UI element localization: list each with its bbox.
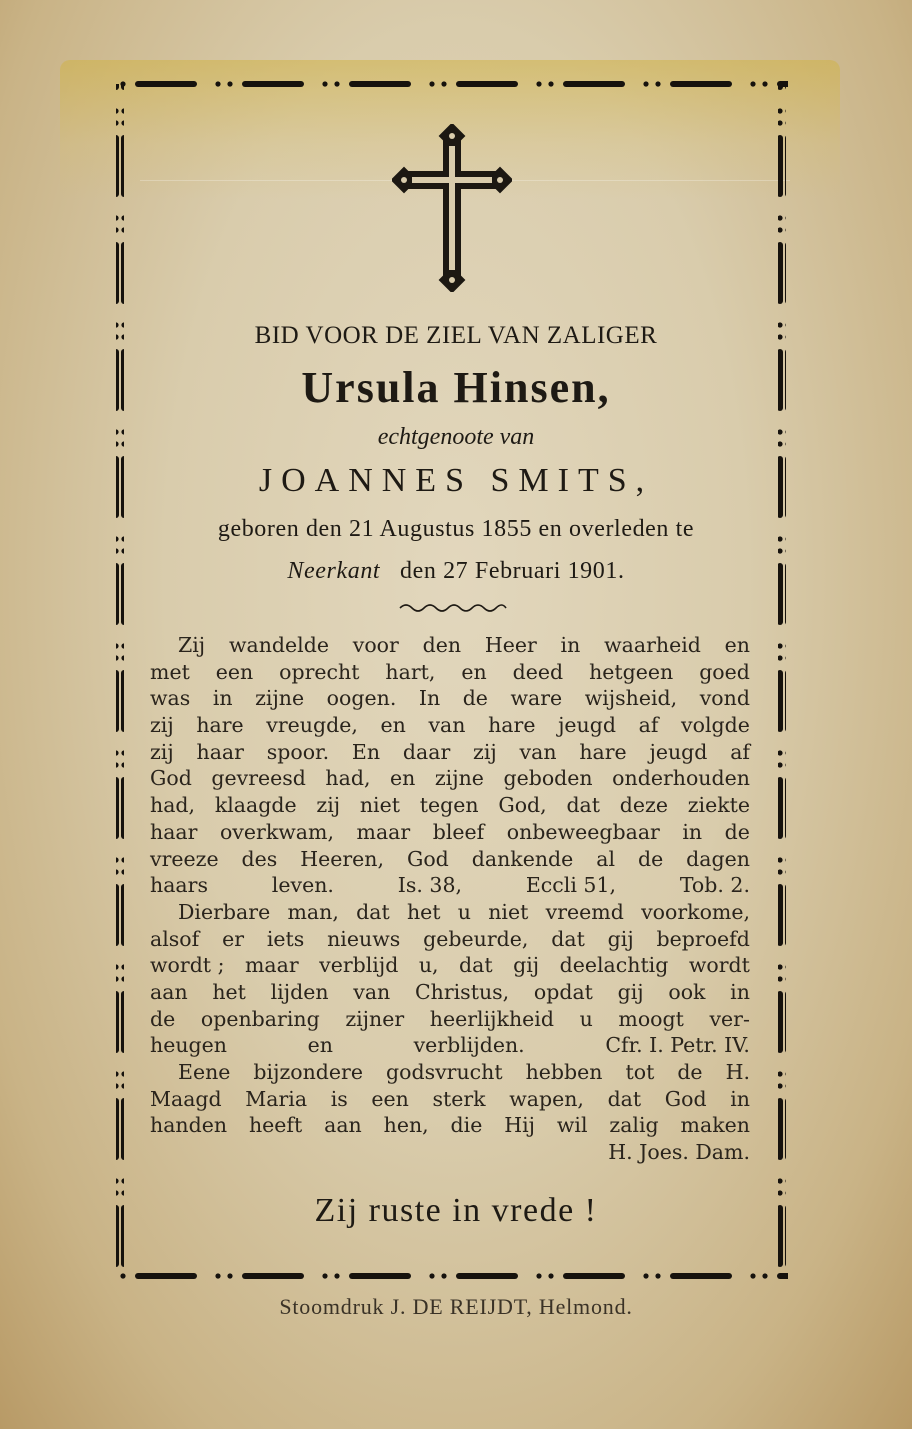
text-word: hen, xyxy=(383,1113,429,1138)
text-word: vreeze xyxy=(150,846,219,871)
text-word: alsof xyxy=(150,926,200,951)
text-word: wapen, xyxy=(509,1086,584,1111)
text-word: leven. xyxy=(271,873,334,898)
text-word: er xyxy=(222,926,244,951)
text-word: in xyxy=(212,686,233,711)
text-word: de xyxy=(150,1006,176,1031)
text-word: het xyxy=(212,979,246,1004)
text-word: Eccli 51, xyxy=(525,873,617,898)
text-line xyxy=(150,819,750,846)
text-word: openbaring xyxy=(200,1006,320,1031)
text-word: den xyxy=(422,633,462,657)
text-word: niet xyxy=(488,899,529,924)
text-word: gij xyxy=(617,979,644,1004)
text-word: gebeurde, xyxy=(423,926,529,951)
text-word: dat xyxy=(551,926,585,951)
text-word: waarheid xyxy=(604,633,701,657)
text-word: In xyxy=(418,686,441,711)
text-word: zij xyxy=(473,739,497,764)
text-word: hare xyxy=(488,713,536,738)
text-word: gij xyxy=(607,926,634,951)
text-word: Cfr. I. Petr. IV. xyxy=(605,1033,750,1058)
deceased-name: Ursula Hinsen, xyxy=(301,363,611,412)
printer-imprint: Stoomdruk J. DE REIJDT, Helmond. xyxy=(279,1294,633,1319)
text-word: voor xyxy=(352,633,399,657)
text-word: Zij xyxy=(178,633,206,657)
birth-line: geboren den 21 Augustus 1855 en overleden te xyxy=(217,516,695,542)
text-word: wordt xyxy=(688,953,750,978)
text-word: en xyxy=(461,659,487,684)
text-word: jeugd xyxy=(649,739,708,764)
text-word: van xyxy=(353,979,391,1004)
text-line xyxy=(150,1139,750,1166)
text-word: daar xyxy=(402,739,451,764)
text-word: En xyxy=(351,739,381,764)
text-word: voorkome, xyxy=(641,899,750,924)
text-line xyxy=(150,765,750,792)
text-word: een xyxy=(215,659,254,684)
text-word: vreemd xyxy=(545,899,624,924)
text-word: verblijd xyxy=(319,953,399,978)
text-word: ware xyxy=(510,686,563,711)
text-word: zij xyxy=(316,793,341,818)
text-word: onderhouden xyxy=(612,766,750,791)
text-word: aan xyxy=(324,1113,362,1138)
text-word: gij xyxy=(513,953,540,978)
text-word: God xyxy=(664,1086,707,1111)
text-word: u xyxy=(579,1006,593,1031)
text-word: handen xyxy=(150,1113,228,1138)
text-word: godsvrucht xyxy=(385,1060,503,1084)
text-line xyxy=(150,739,750,766)
text-word: goed xyxy=(699,659,750,684)
text-word: God xyxy=(406,846,449,871)
death-line xyxy=(0,558,912,585)
text-word: de xyxy=(677,1060,703,1084)
text-word: vreugde, xyxy=(266,713,358,738)
text-word: haar xyxy=(196,739,244,764)
text-line xyxy=(150,926,750,953)
text-word: tot xyxy=(625,1060,655,1084)
text-word: in xyxy=(730,979,750,1004)
text-word: en xyxy=(724,633,750,657)
text-word: zij xyxy=(150,739,174,764)
text-word: aan xyxy=(150,979,188,1004)
text-word: heeft xyxy=(248,1113,303,1138)
text-word: bijzondere xyxy=(253,1060,363,1084)
text-word: God xyxy=(150,766,192,791)
text-word: verblijden. xyxy=(413,1033,525,1058)
text-word: heerlijkheid xyxy=(429,1006,554,1031)
text-word: en xyxy=(390,766,416,791)
text-word: ook xyxy=(668,979,706,1004)
latin-cross-icon xyxy=(392,124,512,292)
text-line xyxy=(150,1006,750,1033)
text-word: gevreesd xyxy=(211,766,306,791)
text-word: in xyxy=(730,1086,750,1111)
text-line xyxy=(150,659,750,686)
text-word: u, xyxy=(418,953,439,978)
text-word: deed xyxy=(512,659,564,684)
text-word: al xyxy=(596,846,616,871)
text-word: zij xyxy=(150,713,174,738)
text-word: wandelde xyxy=(228,633,329,657)
text-word: de xyxy=(724,819,750,844)
text-line xyxy=(150,1112,750,1139)
text-word: Heer xyxy=(484,633,537,657)
text-word: moogt xyxy=(618,1006,684,1031)
text-word: iets xyxy=(266,926,305,951)
text-word: lijden xyxy=(270,979,329,1004)
text-word: dat xyxy=(607,1086,642,1111)
text-word: niet xyxy=(359,793,400,818)
text-word: hart, xyxy=(385,659,436,684)
text-word: Maagd xyxy=(150,1086,222,1111)
text-word: hebben xyxy=(525,1060,603,1084)
text-line xyxy=(150,632,750,659)
text-word: volgde xyxy=(681,713,750,738)
text-word: en xyxy=(380,713,406,738)
text-word: sterk xyxy=(432,1086,486,1111)
text-word: des xyxy=(241,846,278,871)
text-line xyxy=(150,846,750,873)
text-word: af xyxy=(730,739,750,764)
text-word: Eene xyxy=(178,1060,231,1084)
text-word: Christus, xyxy=(414,979,510,1004)
text-word: met xyxy=(150,659,190,684)
text-word: wil xyxy=(556,1113,588,1138)
text-word: af xyxy=(638,713,659,738)
text-line xyxy=(150,899,750,926)
text-word: beproefd xyxy=(656,926,750,951)
text-word: deze xyxy=(619,793,668,818)
text-word: Hij xyxy=(504,1113,536,1138)
death-date: den 27 Februari 1901. xyxy=(400,558,625,584)
text-word: van xyxy=(519,739,557,764)
text-line xyxy=(150,1032,750,1059)
text-word: hare xyxy=(579,739,627,764)
text-word: oprecht xyxy=(279,659,360,684)
text-word: hare xyxy=(196,713,244,738)
text-word: had, xyxy=(150,793,196,818)
text-word: maken xyxy=(680,1113,750,1138)
text-word: man, xyxy=(287,899,339,924)
text-word: wordt ; xyxy=(150,953,225,978)
text-word: Heeren, xyxy=(300,846,385,871)
text-line xyxy=(150,979,750,1006)
text-word: maar xyxy=(356,819,411,844)
text-word: hetgeen xyxy=(589,659,674,684)
text-line xyxy=(150,952,750,979)
text-word: haar xyxy=(150,819,198,844)
text-word: klaagde xyxy=(214,793,297,818)
text-word: tegen xyxy=(419,793,479,818)
text-word: het xyxy=(406,899,441,924)
text-word: dat xyxy=(459,953,493,978)
text-word: jeugd xyxy=(558,713,616,738)
spouse-name: JOANNES SMITS, xyxy=(258,462,654,499)
text-word: dat xyxy=(566,793,601,818)
text-word: nieuws xyxy=(327,926,401,951)
text-word: God, xyxy=(498,793,547,818)
text-word: haars xyxy=(150,873,208,898)
text-word: heugen xyxy=(150,1033,227,1058)
death-place: Neerkant xyxy=(287,558,381,584)
text-word: maar xyxy=(244,953,299,978)
text-word: dat xyxy=(356,899,390,924)
text-word: en xyxy=(307,1033,333,1058)
text-word: Is. 38, xyxy=(397,873,463,898)
text-word: zijne xyxy=(255,686,305,711)
text-word: was xyxy=(150,686,191,711)
text-line xyxy=(150,685,750,712)
text-word: ziekte xyxy=(687,793,750,818)
text-word: dagen xyxy=(686,846,750,871)
text-line xyxy=(150,872,750,899)
text-line xyxy=(150,712,750,739)
text-word: vond xyxy=(699,686,750,711)
text-word: dankende xyxy=(471,846,574,871)
text-word: bleef xyxy=(432,819,485,844)
text-word: deelachtig xyxy=(559,953,669,978)
text-word: Tob. 2. xyxy=(679,873,750,898)
text-word: de xyxy=(462,686,488,711)
prayer-heading: BID VOOR DE ZIEL VAN ZALIGER xyxy=(254,322,658,349)
text-word: een xyxy=(371,1086,409,1111)
text-word: onbeweegbaar xyxy=(506,819,660,844)
text-word: spoor. xyxy=(266,739,330,764)
text-word: van xyxy=(428,713,466,738)
text-line xyxy=(150,1086,750,1113)
text-word: u xyxy=(457,899,471,924)
scripture-text xyxy=(150,632,750,1166)
text-word: Dierbare xyxy=(178,899,271,924)
text-word: geboden xyxy=(503,766,593,791)
text-word: ver- xyxy=(709,1006,750,1031)
text-word: zijne xyxy=(434,766,484,791)
text-word: die xyxy=(450,1113,483,1138)
text-word: oogen. xyxy=(326,686,397,711)
text-word: wijsheid, xyxy=(584,686,678,711)
text-word: zijner xyxy=(345,1006,405,1031)
text-word: in xyxy=(682,819,703,844)
text-word: is xyxy=(330,1086,348,1111)
text-word: H. xyxy=(725,1060,750,1084)
closing-phrase: Zij ruste in vrede ! xyxy=(314,1192,598,1229)
text-line xyxy=(150,792,750,819)
text-word: opdat xyxy=(533,979,593,1004)
text-word: zalig xyxy=(609,1113,659,1138)
text-word: overkwam, xyxy=(219,819,334,844)
relation-label: echtgenoote van xyxy=(377,424,535,450)
text-word: in xyxy=(560,633,581,657)
text-line xyxy=(150,1059,750,1086)
text-word: H. Joes. Dam. xyxy=(608,1140,750,1165)
text-word: Maria xyxy=(245,1086,308,1111)
ornamental-rule xyxy=(398,600,508,614)
text-word: de xyxy=(637,846,664,871)
text-word: had, xyxy=(325,766,371,791)
